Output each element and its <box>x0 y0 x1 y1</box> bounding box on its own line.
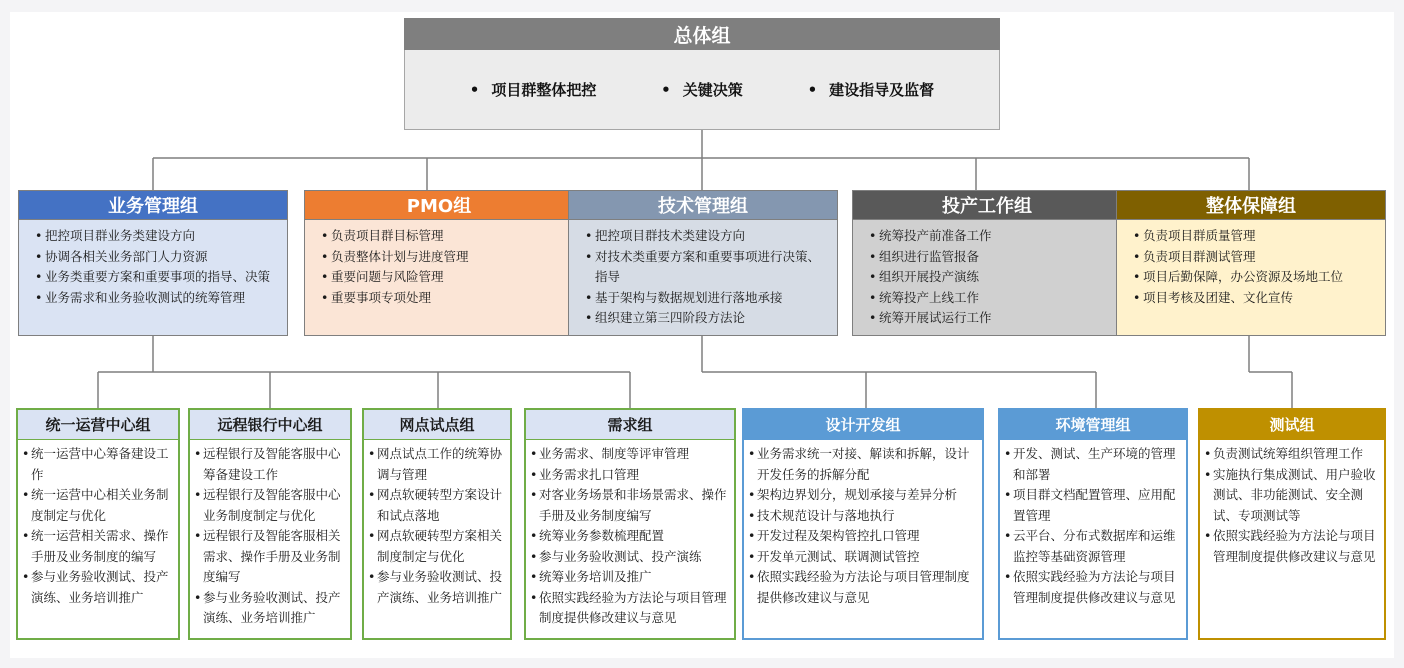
env-mgmt-group-duties <box>998 440 1188 640</box>
duty-item: • 参与业务验收测试、投产演练、业务培训推广 <box>203 588 346 629</box>
guarantee-group-duties <box>1116 220 1386 336</box>
duty-item: • 把控项目群技术类建设方向 <box>595 226 831 247</box>
duty-item: • 负责整体计划与进度管理 <box>331 247 567 268</box>
testing-group-header: 测试组 <box>1198 408 1386 440</box>
top-duty-item: • 关键决策 <box>661 79 743 100</box>
duty-item: • 参与业务验收测试、投产演练、业务培训推广 <box>377 567 506 608</box>
duty-item: • 业务需求扎口管理 <box>539 465 730 486</box>
remote-bank-group-header: 远程银行中心组 <box>188 408 352 440</box>
duty-item: • 统一运营中心筹备建设工作 <box>31 444 174 485</box>
duty-item: • 协调各相关业务部门人力资源 <box>45 247 281 268</box>
duty-item: • 网点软硬转型方案设计和试点落地 <box>377 485 506 526</box>
duty-item: • 统一运营中心相关业务制度制定与优化 <box>31 485 174 526</box>
top-duty-item: • 建设指导及监督 <box>808 79 935 100</box>
duty-item: • 网点软硬转型方案相关制度制定与优化 <box>377 526 506 567</box>
duty-item: • 统一运营相关需求、操作手册及业务制度的编写 <box>31 526 174 567</box>
duty-item: • 依照实践经验为方法论与项目管理制度提供修改建议与意见 <box>1213 526 1380 567</box>
duty-item: • 统筹开展试运行工作 <box>879 308 1115 329</box>
duty-item: • 依照实践经验为方法论与项目管理制度提供修改建议与意见 <box>757 567 978 608</box>
duty-item: • 远程银行及智能客服相关需求、操作手册及业务制度编写 <box>203 526 346 588</box>
duty-item: • 组织进行监管报备 <box>879 247 1115 268</box>
remote-bank-group-duties <box>188 440 352 640</box>
duty-item: • 把控项目群业务类建设方向 <box>45 226 281 247</box>
duty-item: • 参与业务验收测试、投产演练 <box>539 547 730 568</box>
duty-item: • 开发过程及架构管控扎口管理 <box>757 526 978 547</box>
business-mgmt-group-header: 业务管理组 <box>18 190 288 220</box>
duty-item: • 开发、测试、生产环境的管理和部署 <box>1013 444 1182 485</box>
duty-item: • 实施执行集成测试、用户验收测试、非功能测试、安全测试、专项测试等 <box>1213 465 1380 527</box>
tech-mgmt-group-header: 技术管理组 <box>568 190 838 220</box>
duty-item: • 架构边界划分，规划承接与差异分析 <box>757 485 978 506</box>
pmo-group-duties <box>304 220 574 336</box>
duty-item: • 业务类重要方案和重要事项的指导、决策 <box>45 267 281 288</box>
duty-item: • 云平台、分布式数据库和运维监控等基础资源管理 <box>1013 526 1182 567</box>
business-mgmt-group-duties <box>18 220 288 336</box>
branch-pilot-group-duties <box>362 440 512 640</box>
duty-item: • 组织建立第三四阶段方法论 <box>595 308 831 329</box>
duty-item: • 开发单元测试、联调测试管控 <box>757 547 978 568</box>
duty-item: • 技术规范设计与落地执行 <box>757 506 978 527</box>
duty-item: • 统筹业务培训及推广 <box>539 567 730 588</box>
requirements-group-header: 需求组 <box>524 408 736 440</box>
duty-item: • 重要问题与风险管理 <box>331 267 567 288</box>
duty-item: • 对技术类重要方案和重要事项进行决策、指导 <box>595 247 831 288</box>
duty-item: • 组织开展投产演练 <box>879 267 1115 288</box>
unified-ops-group-header: 统一运营中心组 <box>16 408 180 440</box>
guarantee-group-header: 整体保障组 <box>1116 190 1386 220</box>
unified-ops-group-duties <box>16 440 180 640</box>
duty-item: • 重要事项专项处理 <box>331 288 567 309</box>
duty-item: • 远程银行及智能客服中心筹备建设工作 <box>203 444 346 485</box>
duty-item: • 项目后勤保障，办公资源及场地工位 <box>1143 267 1379 288</box>
design-dev-group-header: 设计开发组 <box>742 408 984 440</box>
duty-item: • 负责项目群测试管理 <box>1143 247 1379 268</box>
duty-item: • 业务需求和业务验收测试的统筹管理 <box>45 288 281 309</box>
top-duty-item: • 项目群整体把控 <box>470 79 597 100</box>
duty-item: • 项目考核及团建、文化宣传 <box>1143 288 1379 309</box>
duty-item: • 基于架构与数据规划进行落地承接 <box>595 288 831 309</box>
duty-item: • 统筹业务参数梳理配置 <box>539 526 730 547</box>
duty-item: • 远程银行及智能客服中心业务制度制定与优化 <box>203 485 346 526</box>
duty-item: • 网点试点工作的统筹协调与管理 <box>377 444 506 485</box>
env-mgmt-group-header: 环境管理组 <box>998 408 1188 440</box>
top-group-duties <box>404 50 1000 130</box>
duty-item: • 负责项目群质量管理 <box>1143 226 1379 247</box>
duty-item: • 统筹投产上线工作 <box>879 288 1115 309</box>
duty-item: • 参与业务验收测试、投产演练、业务培训推广 <box>31 567 174 608</box>
duty-item: • 业务需求、制度等评审管理 <box>539 444 730 465</box>
duty-item: • 负责项目群目标管理 <box>331 226 567 247</box>
requirements-group-duties <box>524 440 736 640</box>
tech-mgmt-group-duties <box>568 220 838 336</box>
testing-group-duties <box>1198 440 1386 640</box>
duty-item: • 统筹投产前准备工作 <box>879 226 1115 247</box>
duty-item: • 负责测试统筹组织管理工作 <box>1213 444 1380 465</box>
duty-item: • 依照实践经验为方法论与项目管理制度提供修改建议与意见 <box>539 588 730 629</box>
production-group-header: 投产工作组 <box>852 190 1122 220</box>
duty-item: • 依照实践经验为方法论与项目管理制度提供修改建议与意见 <box>1013 567 1182 608</box>
production-group-duties <box>852 220 1122 336</box>
duty-item: • 业务需求统一对接、解读和拆解，设计开发任务的拆解分配 <box>757 444 978 485</box>
duty-item: • 项目群文档配置管理、应用配置管理 <box>1013 485 1182 526</box>
duty-item: • 对客业务场景和非场景需求、操作手册及业务制度编写 <box>539 485 730 526</box>
top-group-title: 总体组 <box>404 18 1000 50</box>
pmo-group-header: PMO组 <box>304 190 574 220</box>
branch-pilot-group-header: 网点试点组 <box>362 408 512 440</box>
design-dev-group-duties <box>742 440 984 640</box>
